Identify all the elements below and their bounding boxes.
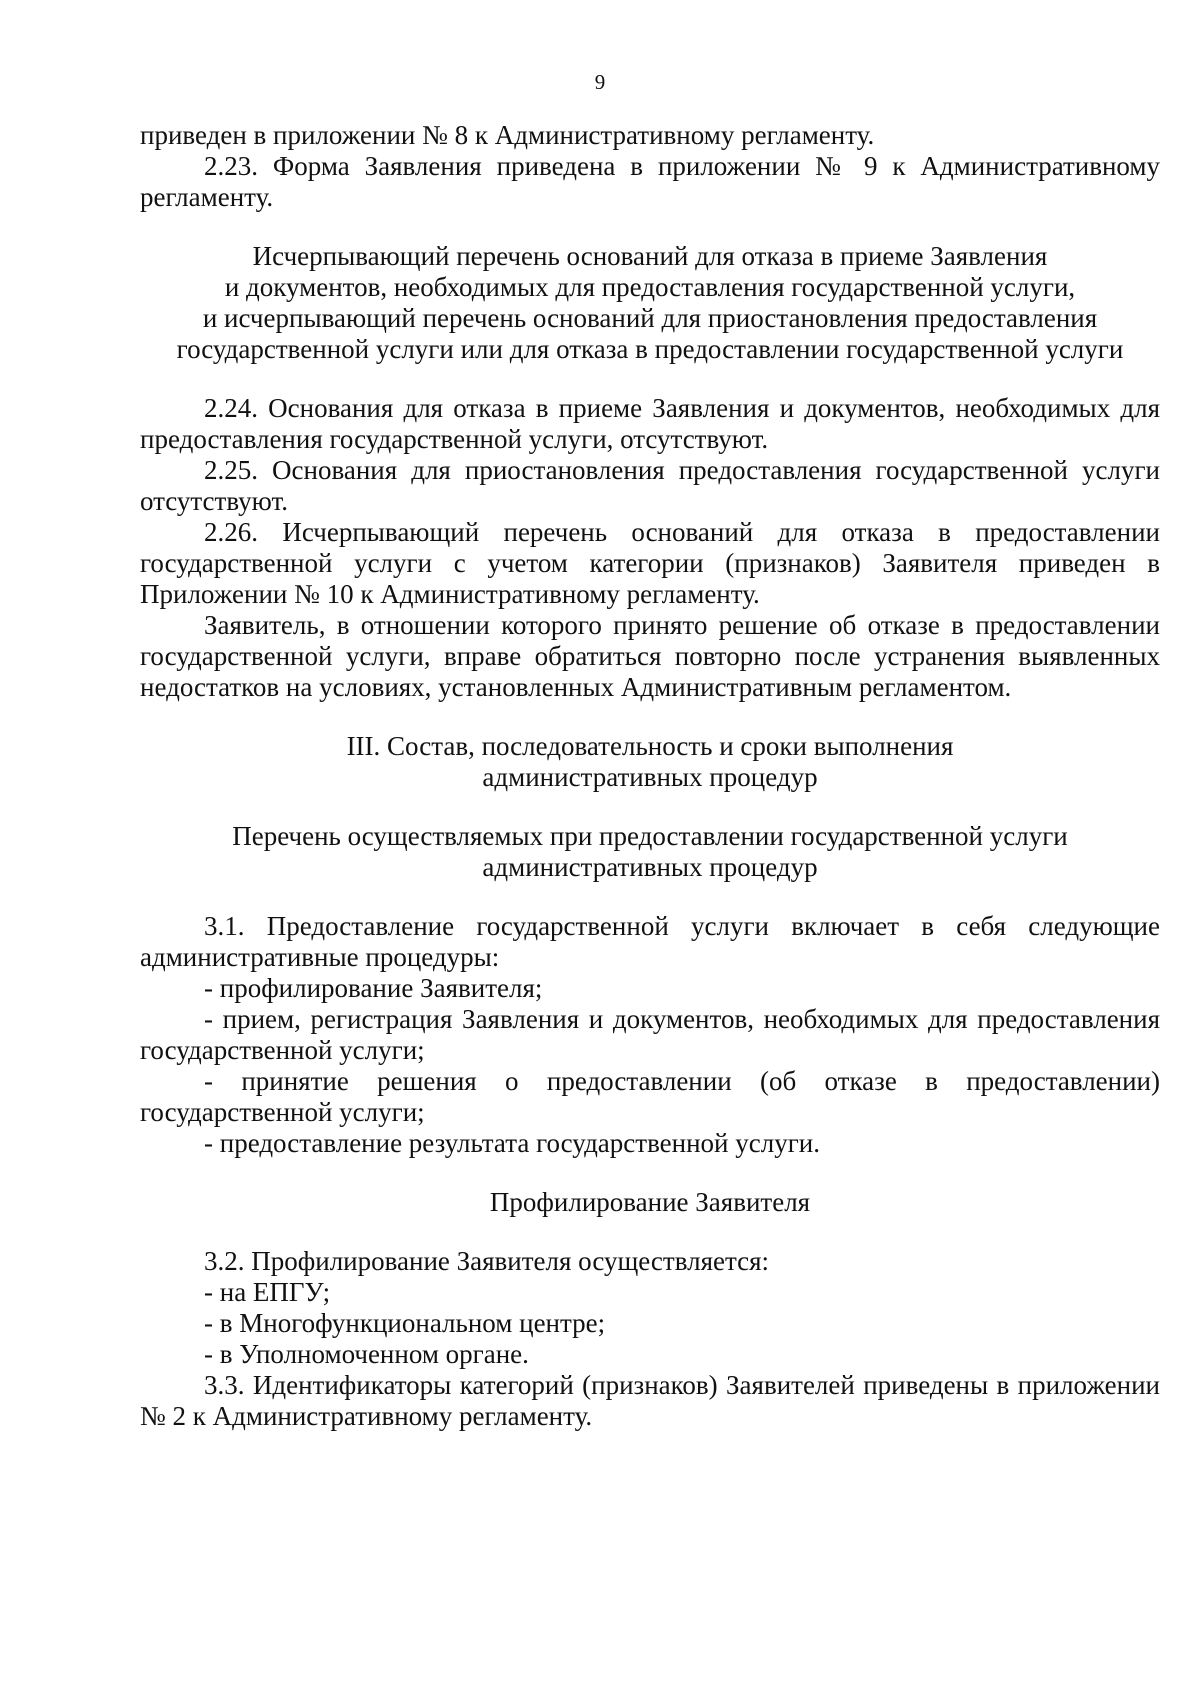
heading-refusal-grounds [140, 241, 1160, 365]
heading-line: административных процедур [482, 852, 818, 882]
heading-section-3 [140, 731, 1160, 793]
heading-profiling: Профилирование Заявителя [489, 1187, 811, 1217]
paragraph-3-1: 3.1. Предоставление государственной услуги включает в себя следующие административные процедуры: [140, 911, 1160, 972]
list-item: - профилирование Заявителя; [204, 973, 543, 1003]
list-item: - в Многофункциональном центре; [204, 1308, 606, 1338]
paragraph-continuation: приведен в приложении № 8 к Административному регламенту. [140, 120, 875, 150]
heading-line: и документов, необходимых для предоставления государственной услуги, [224, 272, 1076, 302]
list-item: - предоставление результата государственной услуги. [204, 1128, 820, 1158]
list-item: - принятие решения о предоставлении (об отказе в предоставлении) государственной услуги; [140, 1066, 1160, 1127]
paragraph-2-23: 2.23. Форма Заявления приведена в приложении № 9 к Административному регламенту. [140, 151, 1160, 212]
paragraph-2-24: 2.24. Основания для отказа в приеме Заявления и документов, необходимых для предоставления государственной услуги, отсутствуют. [140, 393, 1160, 454]
list-item: - на ЕПГУ; [204, 1277, 331, 1307]
heading-procedures-list [140, 821, 1160, 883]
heading-line: III. Состав, последовательность и сроки выполнения [346, 731, 954, 761]
list-item: - прием, регистрация Заявления и документов, необходимых для предоставления государственной услуги; [140, 1004, 1160, 1065]
heading-line: административных процедур [482, 762, 818, 792]
heading-line: государственной услуги или для отказа в предоставлении государственной услуги [176, 334, 1124, 364]
heading-line: Перечень осуществляемых при предоставлении государственной услуги [232, 821, 1068, 851]
list-item: - в Уполномоченном органе. [204, 1339, 529, 1369]
heading-line: и исчерпывающий перечень оснований для приостановления предоставления [202, 303, 1098, 333]
document-body [140, 120, 1160, 1432]
paragraph-2-25: 2.25. Основания для приостановления предоставления государственной услуги отсутствуют. [140, 455, 1160, 516]
paragraph-3-3: 3.3. Идентификаторы категорий (признаков) Заявителей приведены в приложении № 2 к Административному регламенту. [140, 1370, 1160, 1431]
paragraph-2-26: 2.26. Исчерпывающий перечень оснований для отказа в предоставлении государственной услуги с учетом категории (признаков) Заявителя приведен в Приложении № 10 к Административному регламенту. [140, 517, 1160, 609]
page-number: 9 [594, 70, 606, 94]
paragraph-3-2: 3.2. Профилирование Заявителя осуществляется: [204, 1246, 770, 1276]
paragraph-applicant-reapply: Заявитель, в отношении которого принято решение об отказе в предоставлении государственной услуги, вправе обратиться повторно после устранения выявленных недостатков на условиях, установленных Административным регламентом. [140, 610, 1160, 702]
heading-line: Исчерпывающий перечень оснований для отказа в приеме Заявления [252, 241, 1048, 271]
